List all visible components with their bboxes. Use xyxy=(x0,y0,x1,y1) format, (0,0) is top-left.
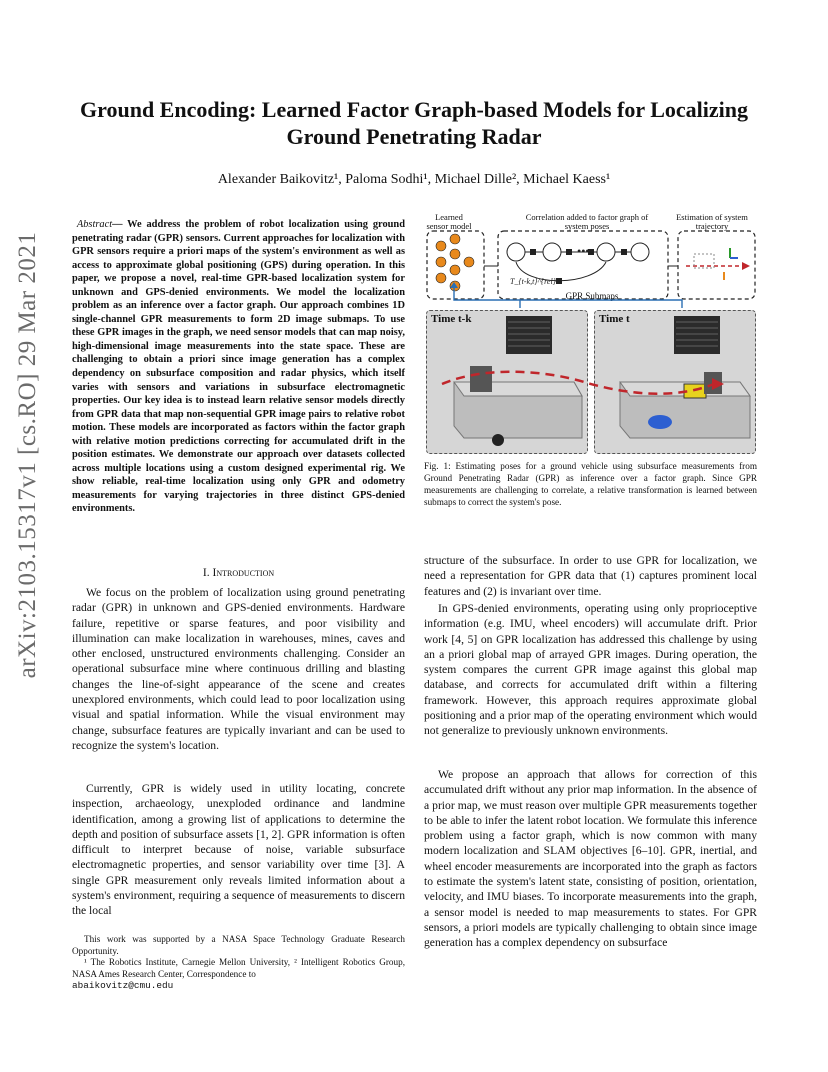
figure-1 xyxy=(424,210,758,454)
right-paragraph-2 xyxy=(424,601,757,743)
robot-left xyxy=(470,366,492,392)
fig-label-estimation: Estimation of system trajectory xyxy=(676,212,748,231)
title-line-1: Ground Encoding: Learned Factor Graph-based Models for Localizing xyxy=(80,97,748,122)
footnote-affiliations: ¹ The Robotics Institute, Carnegie Mellon University, ² Intelligent Robotics Group, NASA Ames Research Center, Correspondence to xyxy=(72,957,405,979)
intro-p1-text: We focus on the problem of localization using ground penetrating radar (GPR) in unknown and GPS-denied environments. Hardware failure, repetitive or sparse features, and poor visibility and illumination can make localization in warehouses, mines, caves and other enclosed, unstructured environments challenging. Consider an operational subsurface mine where continuous drilling and blasting changes the line-of-sight appearance of the scene and creates unexplored environments, which could lead to poor localization using visual and spatial information. While the visual environment may change, subsurface features are typically invariant and can be used to recognize the system's location. xyxy=(72,586,405,752)
submap-arrows xyxy=(424,282,758,312)
fig-label-correlation: Correlation added to factor graph of system poses xyxy=(525,212,649,231)
figure-caption: Fig. 1: Estimating poses for a ground vehicle using subsurface measurements from Ground Penetrating Radar (GPR) as inference over a factor graph. Since GPR measurements are challenging to correlate, a relative transformation is learned between submaps to correct the system's pose. xyxy=(424,461,757,508)
time-label-right: Time t xyxy=(599,313,630,325)
gpr-image-right xyxy=(674,316,720,354)
arxiv-stamp: arXiv:2103.15317v1 [cs.RO] 29 Mar 2021 xyxy=(14,231,41,679)
node-x-t-1 xyxy=(597,243,615,261)
paper-title xyxy=(60,96,768,150)
footnotes xyxy=(72,934,405,992)
section-heading-introduction: I. Introduction xyxy=(202,566,275,579)
node-x-tk1 xyxy=(543,243,561,261)
rel-transform-label: T_{t-k,t}^{rel} xyxy=(510,277,556,286)
arxiv-stamp-box xyxy=(6,231,50,679)
fig-label-sensor-model: Learned sensor model xyxy=(426,212,472,231)
right-p3-text: We propose an approach that allows for correction of this accumulated drift without any prior map information. In the absence of a prior map, we must reason over multiple GPR measurements together to be able to infer the latent robot location. We formulate this inference problem using a factor graph, which is now common with many modern localization and SLAM objectives [6–10]. GPR, inertial, and wheel encoder measurements are incorporated into the graph as factors to estimate the system's latent state, consisting of position, orientation, velocity, and IMU biases. To incorporate measurements into the graph, a sensor model is needed to map measurements to states. For GPR sensors, a priori models are typically challenging to obtain since image generation has a complex dependency on subsurface xyxy=(424,768,757,950)
title-line-2: Ground Penetrating Radar xyxy=(286,124,542,149)
footnote-funding: This work was supported by a NASA Space Technology Graduate Research Opportunity. xyxy=(72,934,405,956)
abstract xyxy=(72,218,405,516)
time-label-left: Time t-k xyxy=(431,313,472,325)
intro-p2-text: Currently, GPR is widely used in utility locating, concrete inspection, archaeology, unexploded ordinance and landmine identification, among a growing list of applications to determine the depth and position of subsurface assets [1, 2]. GPR information is often difficult to interpret because of noise, variable subsurface electromagnetic properties, and sensor variability over time [3]. A single GPR measurement only reveals limited information about a system's environment, requiring a sequence of measurements to discern the local xyxy=(72,782,405,918)
right-paragraph-continued xyxy=(424,553,757,603)
right-p2-text: In GPS-denied environments, operating using only proprioceptive information (e.g. IMU, wheel encoders) will accumulate drift. Prior work [4, 5] on GPR localization has addressed this challenge by using an a priori global map of arrayed GPR images. During operation, the system compares the current GPR image against this global map database, and corrects for accumulated drift within a filtering framework. However, this approach requires approximate global positioning and a prior map of the operating environment which would not generalize to previously unknown environments. xyxy=(424,602,757,738)
abstract-text: — We address the problem of robot localization using ground penetrating radar (GPR) sensors. Current approaches for localization with GPR sensors require a priori maps of the system's environment as well as access to approximate global positioning (GPS) during operation. In this paper, we propose a novel, real-time GPR-based localization system for unknown and GPS-denied environments. We model the localization problem as an inference over a factor graph. Our approach combines 1D single-channel GPR measurements to form 2D image submaps. To use these GPR images in the graph, we need sensor models that can map noisy, high-dimensional image measurements into the state space. These are challenging to obtain a priori since image generation has a complex dependency on subsurface composition and radar physics, which itself varies with sensors and variations in subsurface electromagnetic properties. Our key idea is to instead learn relative sensor models directly from GPR data that map non-sequential GPR image pairs to relative robot motion. These models are incorporated as factors within the factor graph with relative motion predictions correcting for accumulated drift in the position estimates. We demonstrate our approach over datasets collected across multiple locations using a custom designed experimental rig. We show reliable, real-time localization using only GPR and odometry measurements for varying trajectories in three distinct GPS-denied environments. xyxy=(72,219,405,515)
scene-illustration xyxy=(424,310,758,454)
intro-paragraph-1 xyxy=(72,585,405,757)
right-paragraph-3 xyxy=(424,767,757,955)
svg-text:•••: ••• xyxy=(577,244,590,258)
abstract-label: Abstract xyxy=(76,219,113,230)
intro-paragraph-2 xyxy=(72,781,405,923)
right-p1-text: structure of the subsurface. In order to use GPR for localization, we need a representation for GPR data that (1) captures prominent local features and (2) is invariant over time. xyxy=(424,554,757,598)
node-x-t xyxy=(631,243,649,261)
author-list: Alexander Baikovitz¹, Paloma Sodhi¹, Michael Dille², Michael Kaess¹ xyxy=(217,172,611,187)
fig-label-gpr-submaps: GPR Submaps xyxy=(565,291,619,301)
gpr-image-left xyxy=(506,316,552,354)
footnote-email[interactable]: abaikovitz@cmu.edu xyxy=(72,980,174,992)
node-x-tk xyxy=(507,243,525,261)
